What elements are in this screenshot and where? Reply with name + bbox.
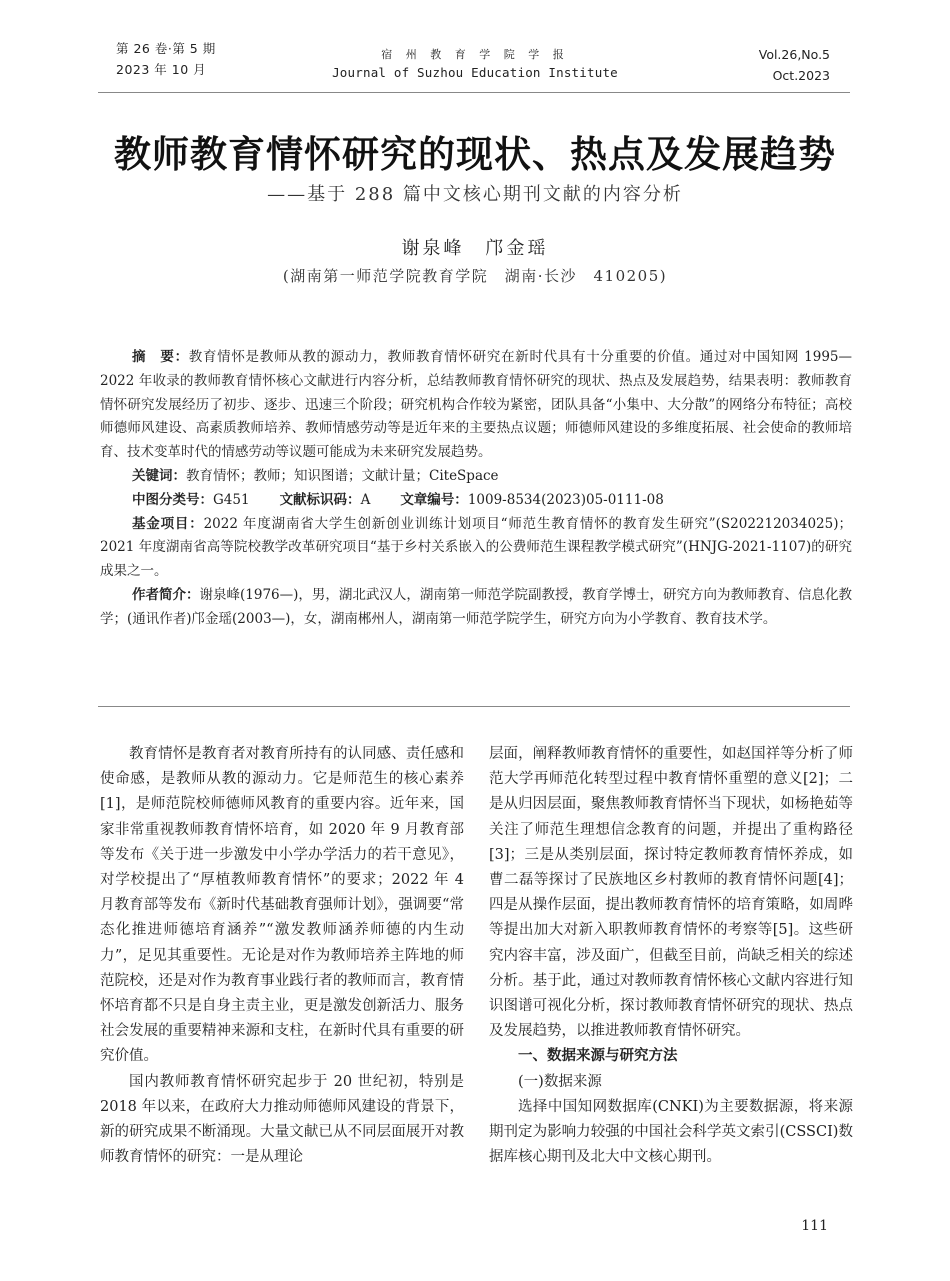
header-rule <box>98 92 850 93</box>
author-bio <box>100 584 852 632</box>
journal-name-en: Journal of Suzhou Education Institute <box>332 65 618 80</box>
volume-issue-en: Vol.26,No.5 <box>758 47 830 62</box>
doc-code-label: 文献标识码： <box>279 491 361 508</box>
article-no-value: 1009-8534(2023)05-0111-08 <box>467 491 664 508</box>
body-paragraph: 国内教师教育情怀研究起步于 20 世纪初，特别是 2018 年以来，在政府大力推动师德师风建设的背景下，新的研究成果不断涌现。大量文献已从不同层面展开对教师教育情怀的研究：一是从理论 <box>100 1073 464 1166</box>
abstract <box>100 346 852 465</box>
subsection-heading: (一)数据来源 <box>518 1073 602 1090</box>
bio-text: 谢泉峰(1976—)，男，湖北武汉人，湖南第一师范学院副教授，教育学博士，研究方向为教师教育、信息化教学；(通讯作者)邝金瑶(2003—)，女，湖南郴州人，湖南第一师范学院学生，研究方向为小学教育、教育技术学。 <box>100 586 853 627</box>
abstract-label: 摘 要： <box>132 349 189 365</box>
authors: 谢泉峰 邝金瑶 <box>401 238 549 259</box>
fund <box>100 513 852 584</box>
article-no-label: 文章编号： <box>400 491 468 508</box>
bio-label: 作者简介： <box>132 586 200 603</box>
body-paragraph: 教育情怀是教育者对教育所持有的认同感、责任感和使命感，是教师从教的源动力。它是师范生的核心素养[1]，是师范院校师德师风教育的重要内容。近年来，国家非常重视教师教育情怀培育，如 2020 年 9 月教育部等发布《关于进一步激发中小学办学活力的若干意见》，对学校提出了“厚植教师教育情怀”的要求；2022 年 4 月教育部等发布《新时代基础教育强师计划》，强调要“常态化推进师德培育涵养”“激发教师涵养师德的内生动力”，足见其重要性。无论是对作为教师培养主阵地的师范院校，还是对作为教育事业践行者的教师而言，教育情怀培育都不只是自身主责主业，更是激发创新活力、服务社会发展的重要精神来源和支柱，在新时代具有重要的研究价值。 <box>100 746 464 1065</box>
affiliation: (湖南第一师范学院教育学院 湖南·长沙 410205) <box>282 267 668 285</box>
keywords-text: 教育情怀；教师；知识图谱；文献计量；CiteSpace <box>186 467 499 484</box>
doc-code-value: A <box>360 491 371 508</box>
running-header-left <box>116 38 216 80</box>
volume-issue-cn: 第 26 卷·第 5 期 <box>116 41 216 56</box>
front-matter-rule <box>98 706 850 707</box>
section-heading: 一、数据来源与研究方法 <box>518 1048 678 1065</box>
clc-value: G451 <box>213 491 250 508</box>
fund-text: 2022 年度湖南省大学生创新创业训练计划项目“师范生教育情怀的教育发生研究”(S202212034025)；2021 年度湖南省高等院校教学改革研究项目“基于乡村关系嵌入的公费师范生课程教学模式研究”(HNJG-2021-1107)的研究成果之一。 <box>100 515 852 580</box>
abstract-text: 教育情怀是教师从教的源动力，教师教育情怀研究在新时代具有十分重要的价值。通过对中国知网 1995—2022 年收录的教师教育情怀核心文献进行内容分析，总结教师教育情怀研究的现状、热点及发展趋势，结果表明：教师教育情怀研究发展经历了初步、逐步、迅速三个阶段；研究机构合作较为紧密，团队具备“小集中、大分散”的网络分布特征；高校师德师风建设、高素质教师培养、教师情感劳动等是近年来的主要热点议题；师德师风建设的多维度拓展、社会使命的教师培育、技术变革时代的情感劳动等议题可能成为未来研究发展趋势。 <box>100 349 852 461</box>
date-en: Oct.2023 <box>772 68 830 83</box>
clc-label: 中图分类号： <box>132 491 213 508</box>
body-paragraph: 选择中国知网数据库(CNKI)为主要数据源，将来源期刊定为影响力较强的中国社会科学英文索引(CSSCI)数据库核心期刊及北大中文核心期刊。 <box>489 1098 853 1166</box>
page-number: 111 <box>801 1218 828 1234</box>
date-cn: 2023 年 10 月 <box>116 62 207 77</box>
article-title: 教师教育情怀研究的现状、热点及发展趋势 <box>114 132 836 176</box>
body-column-right <box>489 742 853 1170</box>
keywords-label: 关键词： <box>132 467 186 484</box>
classification-line <box>100 489 852 513</box>
running-header-right <box>759 44 830 86</box>
front-matter <box>100 346 852 632</box>
keywords <box>100 465 852 489</box>
body-column-left <box>100 742 464 1170</box>
fund-label: 基金项目： <box>132 515 204 532</box>
journal-name-cn: 宿 州 教 育 学 院 学 报 <box>381 48 569 61</box>
body-paragraph: 层面，阐释教师教育情怀的重要性，如赵国祥等分析了师范大学再师范化转型过程中教育情怀重塑的意义[2]；二是从归因层面，聚焦教师教育情怀当下现状，如杨艳茹等关注了师范生理想信念教育的问题，并提出了重构路径[3]；三是从类别层面，探讨特定教师教育情怀养成，如曹二磊等探讨了民族地区乡村教师的教育情怀问题[4]；四是从操作层面，提出教师教育情怀的培育策略，如周晔等提出加大对新入职教师教育情怀的考察等[5]。这些研究内容丰富，涉及面广，但截至目前，尚缺乏相关的综述分析。基于此，通过对教师教育情怀核心文献内容进行知识图谱可视化分析，探讨教师教育情怀研究的现状、热点及发展趋势，以推进教师教育情怀研究。 <box>489 746 853 1040</box>
article-subtitle: ——基于 288 篇中文核心期刊文献的内容分析 <box>267 184 683 205</box>
running-header-center <box>300 46 650 82</box>
